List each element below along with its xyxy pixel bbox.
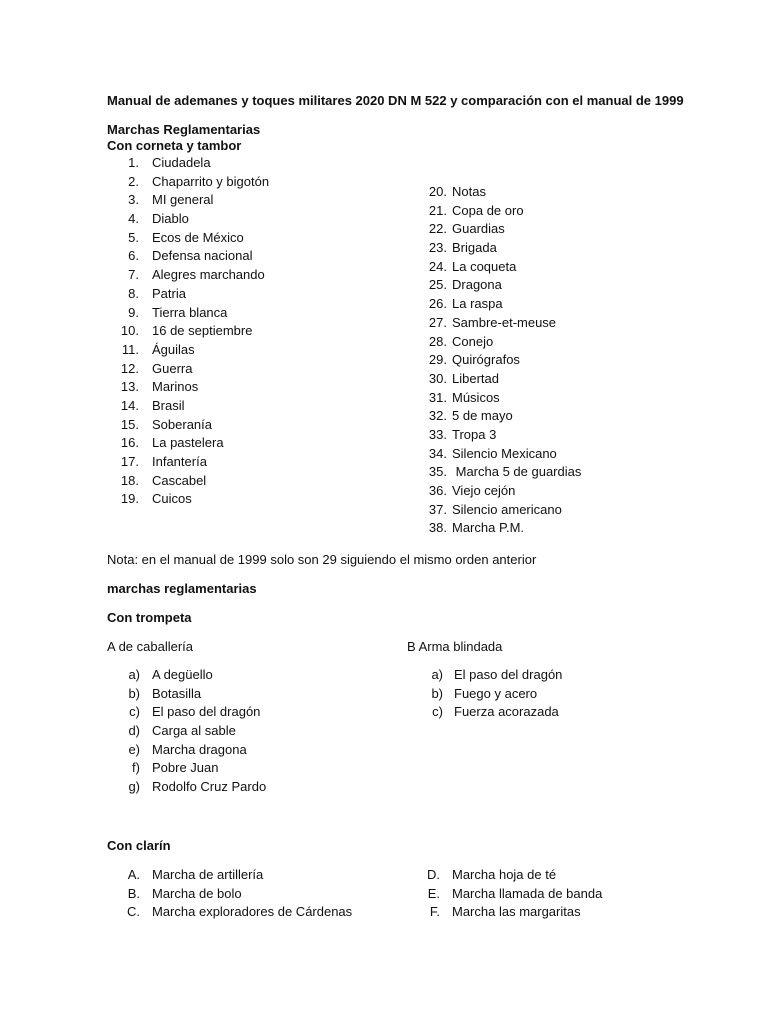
- section-subheading-clarin: Con clarín: [107, 838, 171, 853]
- list-item-number: 26.: [428, 296, 447, 312]
- list-item-number: 38.: [428, 520, 447, 536]
- list-item-label: Copa de oro: [452, 202, 524, 218]
- list-item-number: 8.: [128, 285, 139, 301]
- list-item-number: b): [431, 685, 443, 701]
- list-item-label: Rodolfo Cruz Pardo: [152, 779, 267, 795]
- list-item-number: f): [132, 760, 140, 776]
- list-item-number: c): [432, 704, 443, 720]
- list-item-label: Patria: [152, 285, 186, 301]
- list-item-label: Fuerza acorazada: [454, 704, 559, 720]
- list-item-number: b): [128, 685, 140, 701]
- list-item-label: Libertad: [452, 370, 499, 386]
- list-item-label: Diablo: [152, 211, 189, 227]
- list-item-label: Ecos de México: [152, 229, 244, 245]
- list-item-number: 31.: [428, 389, 447, 405]
- list-item-label: Infantería: [152, 454, 207, 469]
- list-item-number: 32.: [428, 408, 447, 424]
- list-item-number: 9.: [128, 304, 139, 320]
- list-item-label: 5 de mayo: [452, 408, 513, 424]
- list-item-number: 37.: [428, 501, 447, 517]
- list-item-label: Conejo: [452, 333, 494, 349]
- list-item-label: Guardias: [452, 221, 505, 237]
- list-item-number: 6.: [128, 248, 139, 264]
- list-item-label: La coqueta: [452, 258, 517, 274]
- list-item-number: 11.: [121, 341, 139, 357]
- list-item-label: Marinos: [152, 379, 199, 395]
- list-item-label: Quirógrafos: [452, 352, 520, 368]
- list-item-label: Águilas: [152, 341, 195, 357]
- list-item-label: Alegres marchando: [152, 267, 265, 283]
- list-item-number: 30.: [428, 370, 447, 386]
- caballeria-title: A de caballería: [107, 639, 194, 654]
- list-item-number: 34.: [428, 445, 447, 461]
- list-item-number: 14.: [120, 397, 139, 413]
- list-item-number: d): [128, 723, 140, 739]
- section-heading-marchas: Marchas Reglamentarias: [107, 122, 261, 137]
- document-title: Manual de ademanes y toques militares 2020 DN M 522 y comparación con el manual de 1999: [107, 93, 684, 108]
- list-item-label: Silencio americano: [452, 501, 562, 517]
- list-item-number: c): [129, 704, 140, 720]
- list-item-label: El paso del dragón: [152, 704, 261, 720]
- list-item-number: 19.: [120, 491, 139, 507]
- arma-blindada-title: B Arma blindada: [407, 639, 503, 654]
- list-item-number: e): [128, 741, 140, 757]
- list-item-label: Marcha llamada de banda: [452, 885, 603, 901]
- list-item-label: Marcha 5 de guardias: [452, 464, 582, 480]
- list-item-label: MI general: [152, 192, 214, 208]
- list-item-label: Marcha de bolo: [152, 885, 242, 901]
- list-item-label: Carga al sable: [152, 723, 236, 739]
- list-item-label: Sambre-et-meuse: [452, 314, 557, 330]
- list-item-label: La raspa: [452, 296, 503, 312]
- list-item-number: 1.: [128, 155, 139, 170]
- list-item-number: 16.: [120, 435, 139, 451]
- list-item-label: Marcha hoja de té: [452, 867, 557, 882]
- list-item-label: Cascabel: [152, 472, 207, 488]
- list-item-number: 27.: [428, 314, 447, 330]
- list-item-number: B.: [127, 885, 140, 901]
- list-item-number: 20.: [428, 184, 447, 199]
- list-item-label: La pastelera: [152, 435, 224, 451]
- list-item-number: 18.: [120, 472, 139, 488]
- list-item-label: El paso del dragón: [454, 667, 563, 682]
- section-heading-marchas-reglamentarias: marchas reglamentarias: [107, 581, 257, 596]
- list-item-number: E.: [427, 885, 440, 901]
- list-item-number: 24.: [428, 258, 447, 274]
- list-item-number: 10.: [120, 323, 139, 339]
- list-item-number: 7.: [128, 267, 139, 283]
- list-item-label: Soberanía: [152, 416, 212, 432]
- list-item-number: 12.: [120, 360, 139, 376]
- list-item-label: Marcha P.M.: [452, 520, 525, 536]
- list-item-label: Botasilla: [152, 685, 202, 701]
- list-item-number: 4.: [128, 211, 139, 227]
- list-item-number: 23.: [428, 240, 447, 256]
- list-item-number: 2.: [128, 173, 139, 189]
- list-item-label: Viejo cejón: [452, 483, 516, 498]
- section-subheading-trompeta: Con trompeta: [107, 610, 192, 625]
- list-item-number: 22.: [428, 221, 447, 237]
- list-item-number: 33.: [428, 426, 447, 442]
- list-item-number: 3.: [128, 192, 139, 208]
- list-item-label: Fuego y acero: [454, 685, 538, 701]
- list-item-number: A.: [127, 867, 140, 882]
- list-item-label: Defensa nacional: [152, 248, 253, 264]
- list-item-number: 25.: [428, 277, 447, 293]
- list-item-label: Marcha exploradores de Cárdenas: [152, 904, 353, 920]
- list-item-number: a): [128, 667, 140, 682]
- list-item-number: 36.: [428, 483, 447, 498]
- list-item-label: 16 de septiembre: [152, 323, 253, 339]
- list-item-label: Marcha de artillería: [152, 867, 264, 882]
- list-item-label: Tierra blanca: [152, 304, 228, 320]
- list-item-label: Silencio Mexicano: [452, 445, 557, 461]
- list-item-number: 29.: [428, 352, 447, 368]
- list-item-number: a): [431, 667, 443, 682]
- list-item-label: Chaparrito y bigotón: [152, 173, 270, 189]
- list-item-label: Brasil: [152, 397, 185, 413]
- list-item-label: Dragona: [452, 277, 502, 293]
- list-item-number: F.: [429, 904, 440, 920]
- list-item-label: Marcha las margaritas: [452, 904, 581, 920]
- list-item-number: g): [128, 779, 140, 795]
- list-item-label: A degüello: [152, 667, 213, 682]
- list-item-number: D.: [427, 867, 440, 882]
- list-item-label: Tropa 3: [452, 426, 497, 442]
- section-subheading-corneta-tambor: Con corneta y tambor: [107, 138, 242, 153]
- list-item-number: 17.: [120, 454, 139, 469]
- list-item-label: Músicos: [452, 389, 500, 405]
- list-item-label: Brigada: [452, 240, 497, 256]
- list-item-number: 5.: [128, 229, 139, 245]
- list-item-label: Ciudadela: [152, 155, 211, 170]
- list-item-number: 15.: [120, 416, 139, 432]
- list-item-label: Pobre Juan: [152, 760, 219, 776]
- note-text: Nota: en el manual de 1999 solo son 29 siguiendo el mismo orden anterior: [107, 552, 537, 567]
- list-item-label: Guerra: [152, 360, 193, 376]
- list-item-label: Marcha dragona: [152, 741, 247, 757]
- list-item-label: Notas: [452, 184, 486, 199]
- list-item-label: Cuicos: [152, 491, 192, 507]
- list-item-number: 21.: [428, 202, 447, 218]
- list-item-number: 35.: [428, 464, 447, 480]
- list-item-number: 28.: [428, 333, 447, 349]
- list-item-number: C.: [127, 904, 140, 920]
- list-item-number: 13.: [120, 379, 139, 395]
